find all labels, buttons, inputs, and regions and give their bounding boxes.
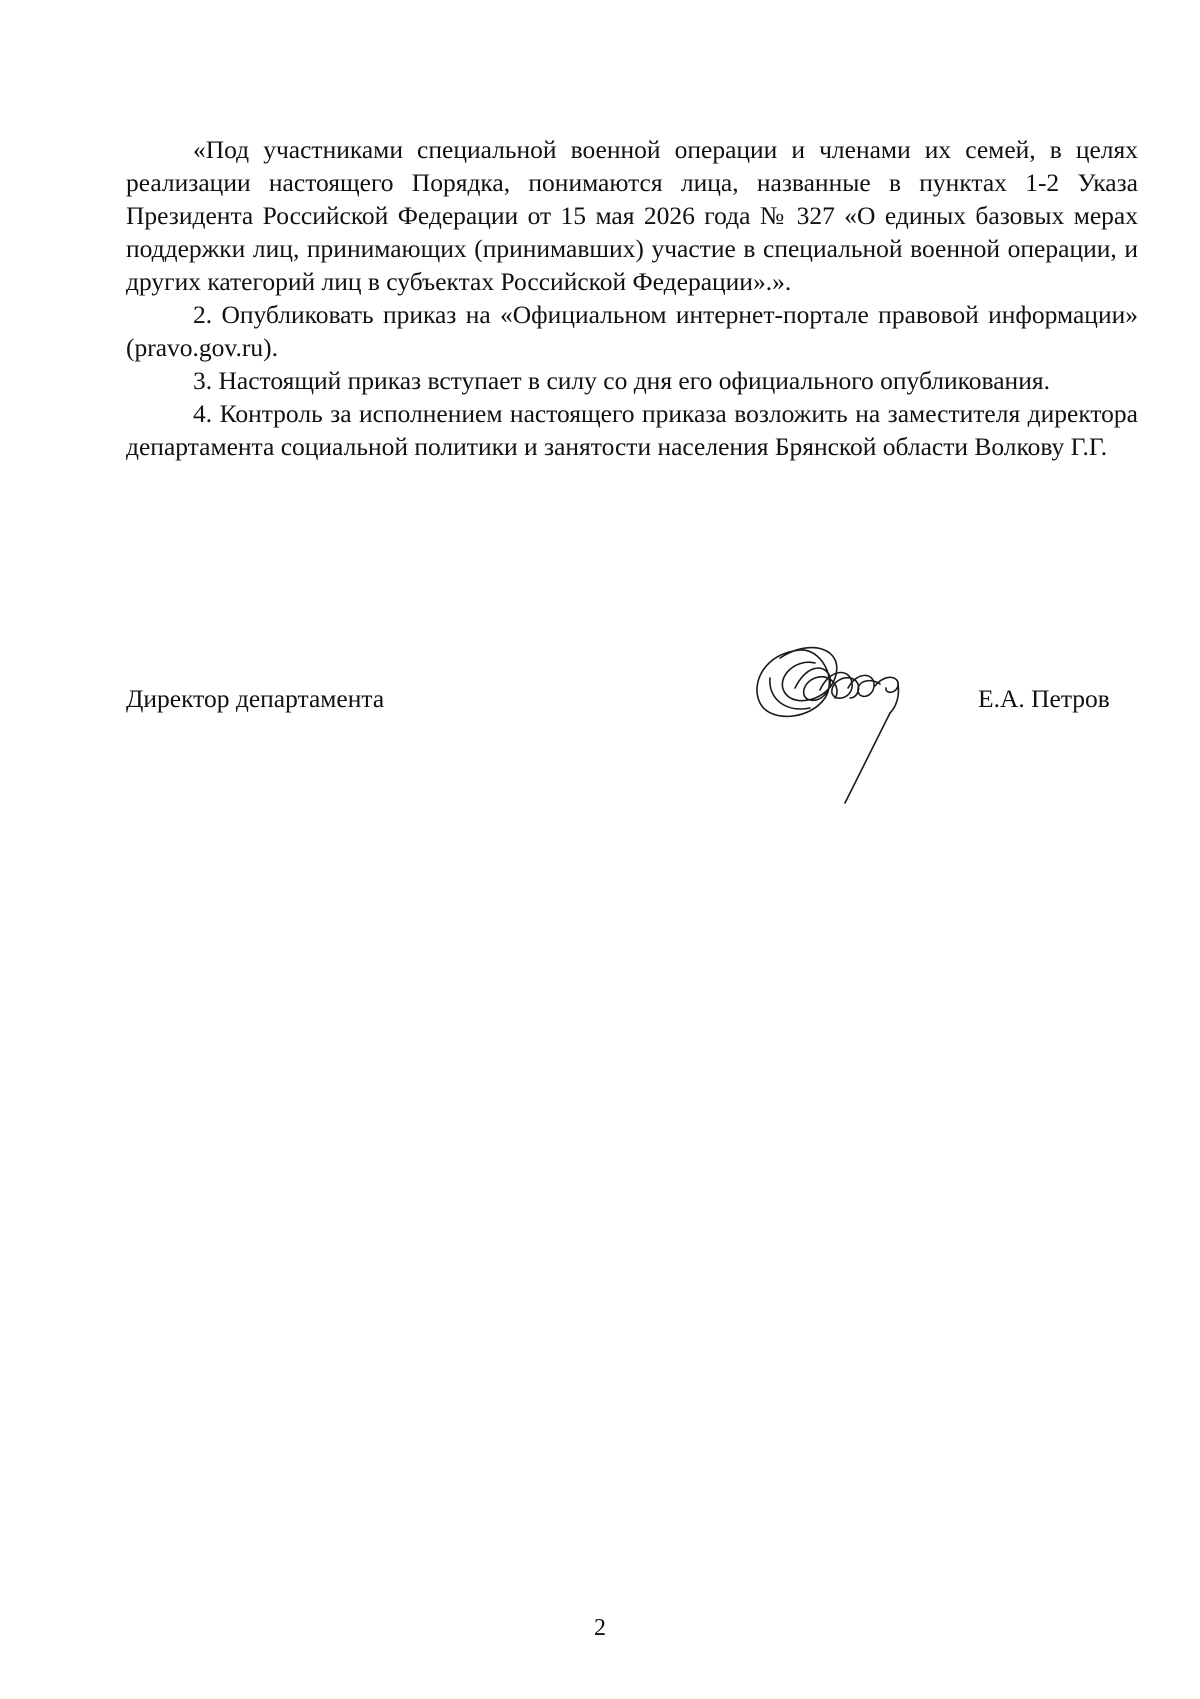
signer-name: Е.А. Петров (978, 684, 1110, 713)
handwritten-signature (740, 628, 940, 813)
paragraph-control: 4. Контроль за исполнением настоящего приказа возложить на заместителя директора департамента социальной политики и занятости населения Брянской области Волкову Г.Г. (126, 399, 1138, 461)
paragraph-definition: «Под участниками специальной военной операции и членами их семей, в целях реализации настоящего Порядка, понимаются лица, названные в пунктах 1-2 Указа Президента Российской Федерации от 15 мая 2026 года № 327 «О единых базовых мерах поддержки лиц, принимающих (принимавших) участие в специальной военной операции, и других категорий лиц в субъектах Российской Федерации».». (126, 135, 1138, 296)
paragraph-publication: 2. Опубликовать приказ на «Официальном интернет-портале правовой информации» (pravo.gov.ru). (126, 300, 1138, 362)
page-number: 2 (594, 1615, 606, 1641)
paragraph-effective-date: 3. Настоящий приказ вступает в силу со дня его официального опубликования. (193, 366, 1050, 395)
document-body (126, 133, 1138, 463)
signature-block (126, 682, 1138, 722)
signer-position: Директор департамента (126, 684, 385, 713)
